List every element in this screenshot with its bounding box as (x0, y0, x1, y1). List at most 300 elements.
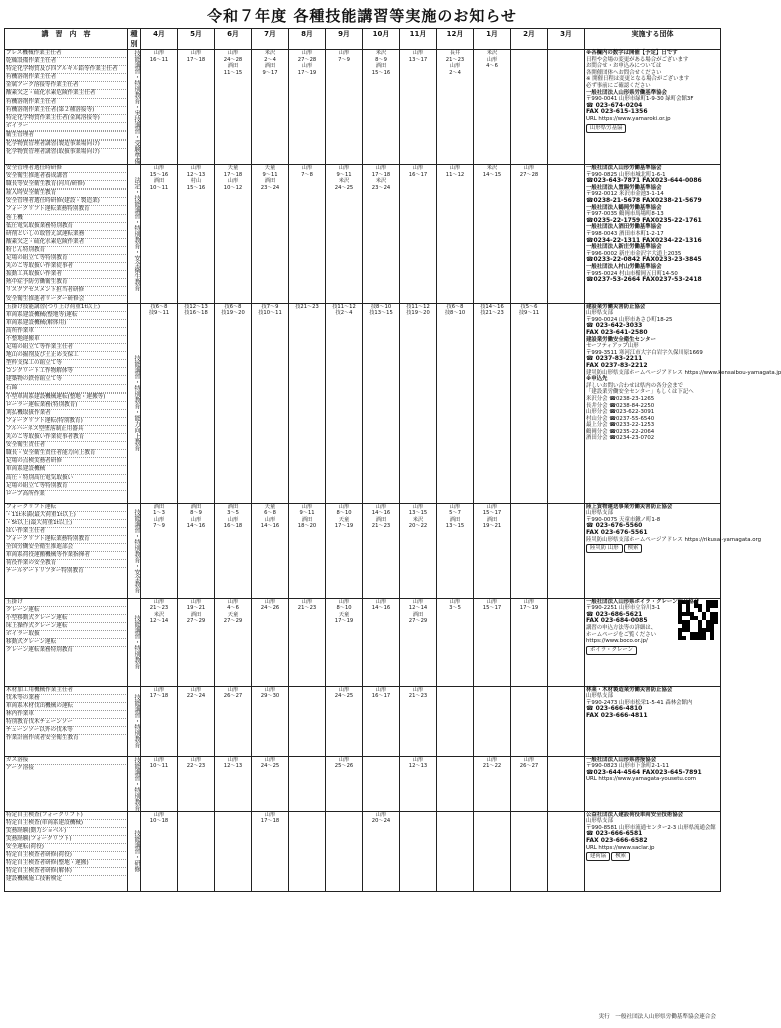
category-cell: 技能講習・特別教育 (128, 756, 141, 811)
course-item: 実務経験(フォークリフト) (6, 836, 126, 844)
schedule-entry: 山形 (227, 598, 239, 605)
org-name: 一般社団法人新庄労働基準協会 (586, 244, 662, 251)
course-list (5, 598, 128, 686)
month-cell (511, 811, 548, 891)
schedule-entry: 山形 (523, 165, 535, 171)
note-line: ※ 開催日程は変更となる場合がございます (586, 76, 690, 83)
course-item: 熱中症予防労働衛生教育 (6, 279, 126, 287)
month-cell (215, 303, 252, 503)
schedule-entry: 技5〜6 (520, 303, 538, 310)
org-sub: 山形県支部 (586, 310, 613, 317)
month-cell (215, 165, 252, 304)
month-cell (363, 165, 400, 304)
month-cell (474, 50, 511, 165)
org-sub: 山形県支部 (586, 818, 613, 825)
month-cell (326, 686, 363, 756)
course-item: 移動式クレーン運転 (6, 639, 126, 647)
schedule-entry: 山形 (264, 598, 276, 605)
schedule-entry: 山形 (412, 503, 424, 510)
schedule-entry: 9〜11 (336, 171, 352, 178)
course-item: 丸のこ等取扱い作業従事者 (6, 263, 126, 271)
header-org: 実施する団体 (585, 29, 721, 50)
section-row (5, 811, 721, 891)
month-cell (252, 811, 289, 891)
schedule-entry: 米沢 (338, 178, 350, 185)
course-item: 酸素欠乏・硫化水素危険作業主任者 (6, 90, 126, 98)
schedule-entry: 村山 (190, 178, 202, 185)
schedule-entry: 山形 (375, 165, 387, 171)
month-cell (511, 503, 548, 598)
schedule-entry: 8〜9 (190, 510, 202, 517)
schedule-entry: 山形 (338, 50, 350, 56)
month-cell (437, 686, 474, 756)
course-item: 特定化学物質作業主任者(金属溶接等) (6, 115, 126, 123)
schedule-entry: 23〜24 (260, 184, 280, 191)
schedule-entry: 技14〜16 (480, 303, 504, 310)
schedule-entry: 山形 (449, 63, 461, 70)
schedule-entry: 5〜7 (449, 510, 461, 517)
schedule-entry: 酒田 (190, 611, 202, 618)
org-address: 〒995-0024 村山市楯岡五日町14-50 (586, 270, 678, 277)
schedule-entry: 17〜18 (186, 56, 206, 63)
schedule-entry: 9〜17 (262, 69, 278, 76)
course-item: 地山の掘削及び土止め支保工 (6, 352, 126, 360)
schedule-entry: 酒田 (190, 503, 202, 510)
page (4, 4, 781, 1020)
month-cell (215, 50, 252, 165)
schedule-entry: 山形 (264, 516, 276, 523)
org-name: 一般社団法人置賜労働基準協会 (586, 184, 662, 191)
course-list (5, 50, 128, 165)
schedule-entry: 技12〜13 (184, 303, 208, 310)
schedule-entry: 6〜8 (264, 510, 276, 517)
month-cell (437, 50, 474, 165)
org-address: 〒990-0823 山形市下条町2-1-11 (586, 763, 670, 770)
schedule-entry: 山形 (486, 56, 498, 63)
course-item: 荷役作業の安全教育 (6, 560, 126, 568)
org-url: 陸災防山形県支部ホームページアドレス https://rikusai-yamagata.org (586, 536, 762, 543)
course-list (5, 756, 128, 811)
header-month: 11月 (400, 29, 437, 50)
schedule-entry: 山形 (338, 503, 350, 510)
schedule-entry: 山形 (523, 598, 535, 605)
schedule-entry: 技7〜9 (261, 303, 279, 310)
note-line: 講習の申込方法等の詳細は、 (586, 624, 657, 631)
month-cell (141, 811, 178, 891)
schedule-entry: 酒田 (486, 516, 498, 523)
course-list (5, 303, 128, 503)
month-cell (511, 756, 548, 811)
month-cell (252, 503, 289, 598)
schedule-entry: 酒田 (375, 63, 387, 70)
org-tel: ☎0233-22-0842 FAX0233-23-3845 (586, 256, 702, 264)
course-item: 小型移動式クレーン運転 (6, 615, 126, 623)
month-cell (511, 165, 548, 304)
search-button[interactable]: 検索 (624, 544, 643, 553)
schedule-entry: 山形 (375, 503, 387, 510)
month-cell (363, 503, 400, 598)
schedule-entry: 山形 (486, 503, 498, 510)
header-month: 6月 (215, 29, 252, 50)
course-item: 不整地運搬車 (6, 336, 126, 344)
schedule-entry: 技6〜8 (150, 303, 168, 310)
month-cell (178, 165, 215, 304)
org-url: https://www.boco.or.jp/ (586, 638, 648, 645)
section-row (5, 598, 721, 686)
schedule-entry: 27〜29 (186, 618, 206, 625)
schedule-entry: 20〜24 (371, 818, 391, 825)
schedule-entry: 長井 (449, 50, 461, 56)
month-cell (363, 756, 400, 811)
schedule-entry: 山形 (190, 516, 202, 523)
month-cell (474, 503, 511, 598)
course-item: 安全運転(荷役) (6, 844, 126, 852)
org-tel: ☎ 023-686-5621 (586, 610, 643, 618)
schedule-entry: 24〜26 (260, 605, 280, 612)
schedule-entry: 22〜24 (186, 693, 206, 700)
month-cell (548, 756, 585, 811)
course-item: フォークリフト運転(特別教育) (6, 418, 126, 426)
note-line: 日程や会場の変更がある場合がございます (586, 56, 689, 63)
org-fax: FAX 023-615-1356 (586, 108, 648, 116)
schedule-entry: 10〜18 (149, 818, 169, 825)
header-course: 講 習 内 容 (5, 29, 128, 50)
course-item: 足場の点検実務者研修 (6, 458, 126, 466)
note-line: 「建設業労働安全センター」もしくは下記へ (586, 389, 694, 396)
org-url: URL https://www.yamagata-yousetu.com (586, 776, 697, 783)
org-fax: FAX 023-676-5561 (586, 528, 648, 536)
branch-line: 最上分会 ☎0233-22-1253 (586, 422, 655, 429)
schedule-entry: 技9〜11 (518, 310, 540, 317)
course-item: 酸素欠乏・硫化水素危険作業者 (6, 239, 126, 247)
org-name: 一般社団法人山形県ボイラ・クレーン安全協会 (586, 598, 700, 605)
course-item: リスクアセスメント担当者研修 (6, 287, 126, 295)
schedule-entry: 技21〜23 (480, 310, 504, 317)
course-item: ボイラー (6, 123, 126, 131)
org-sub: 山形県支部 (586, 693, 613, 700)
note-line: お問合せ・お申込みについては (586, 63, 662, 70)
schedule-entry: 12〜13 (186, 171, 206, 178)
month-cell (511, 598, 548, 686)
schedule-entry: 山形 (190, 598, 202, 605)
schedule-entry: 山形 (301, 598, 313, 605)
month-cell (178, 811, 215, 891)
schedule-entry: 技2〜4 (335, 310, 353, 317)
month-cell (363, 811, 400, 891)
schedule-entry: 天童 (264, 503, 276, 510)
org-address: 〒990-2473 山形市松栄1-5-41 森林会館内 (586, 699, 693, 706)
branch-line: 長井分会 ☎0238-84-2250 (586, 402, 655, 409)
schedule-entry: 26〜27 (223, 693, 243, 700)
month-cell (363, 686, 400, 756)
schedule-entry: 27〜28 (519, 171, 539, 178)
org-address: 〒990-0075 天童市鍬ノ町1-8 (586, 516, 661, 523)
org-name: 一般社団法人山形県労働基準協会 (586, 89, 667, 96)
schedule-entry: 17〜19 (297, 69, 317, 76)
course-item: 安全管理者選任時研修(建設・製造業) (6, 198, 126, 206)
month-cell (400, 50, 437, 165)
month-cell (289, 503, 326, 598)
schedule-entry: 18〜20 (297, 523, 317, 530)
org-name: 一般社団法人鶴岡労働基準協会 (586, 204, 662, 211)
schedule-entry: 酒田 (264, 63, 276, 70)
course-item: 衛生管理者 (6, 132, 126, 140)
category-cell: 技能講習・特別教育 (128, 598, 141, 686)
category-cell: 技能講習・特別教育・実技講習・受験準備 (128, 50, 141, 165)
month-cell (215, 811, 252, 891)
category-cell: 法定・技能講習・特別教育・安全衛生教育 (128, 165, 141, 304)
org-address: 〒990-0825 山形市城北町1-6-1 (586, 171, 666, 178)
month-cell (548, 598, 585, 686)
course-item: フォークリフト運転業務特別教育 (6, 536, 126, 544)
month-cell (474, 303, 511, 503)
schedule-entry: 13〜15 (408, 510, 428, 517)
course-item: フォークリフト運転 (6, 504, 126, 512)
header-month: 1月 (474, 29, 511, 50)
section-row (5, 303, 721, 503)
month-cell (141, 756, 178, 811)
course-item: 有機溶剤作業主任者(第２種溶接等) (6, 107, 126, 115)
course-item: 伐木等の業務 (6, 695, 126, 703)
schedule-entry: 3〜5 (449, 605, 461, 612)
header-cat: 種別 (128, 29, 141, 50)
course-item: 有機溶剤作業主任者 (6, 74, 126, 82)
schedule-table (4, 28, 781, 892)
schedule-entry: 15〜16 (186, 184, 206, 191)
schedule-entry: 山形 (153, 756, 165, 763)
month-cell (178, 756, 215, 811)
month-cell (326, 598, 363, 686)
schedule-entry: 山形 (153, 165, 165, 171)
schedule-entry: 8〜10 (336, 510, 352, 517)
schedule-entry: 酒田 (449, 516, 461, 523)
schedule-entry: 12〜13 (223, 763, 243, 770)
month-cell (326, 50, 363, 165)
month-cell (400, 756, 437, 811)
schedule-entry: 14〜16 (260, 523, 280, 530)
schedule-entry: 技11〜12 (406, 303, 430, 310)
schedule-entry: 16〜18 (223, 523, 243, 530)
course-item: 建築物の鉄骨組立て等 (6, 376, 126, 384)
org-name: 一般社団法人村山労働基準協会 (586, 263, 662, 270)
org-cell (585, 165, 721, 304)
schedule-entry: 山形 (153, 598, 165, 605)
month-cell (474, 756, 511, 811)
schedule-entry: 21〜23 (371, 523, 391, 530)
schedule-entry: 24〜25 (260, 763, 280, 770)
schedule-entry: 山形 (338, 756, 350, 763)
schedule-entry: 米沢 (153, 611, 165, 618)
month-cell (437, 756, 474, 811)
org-button[interactable]: 陸災防 山形 (586, 544, 623, 553)
org-button[interactable]: 建荷協 (586, 852, 610, 861)
course-item: 振動工具取扱い作業者 (6, 271, 126, 279)
course-item: 高所作業車 (6, 328, 126, 336)
schedule-entry: 山形 (449, 598, 461, 605)
org-tel: ☎ 023-676-5560 (586, 522, 643, 530)
course-list (5, 165, 128, 304)
org-url: URL https://www.yamaroki.or.jp (586, 115, 671, 122)
schedule-entry: 山形 (523, 756, 535, 763)
month-cell (511, 686, 548, 756)
schedule-entry: 山形 (486, 756, 498, 763)
schedule-entry: 山形 (412, 598, 424, 605)
org-fax: FAX 023-641-2580 (586, 328, 648, 336)
header-month: 10月 (363, 29, 400, 50)
schedule-entry: 11〜12 (445, 171, 465, 178)
schedule-entry: 山形 (190, 686, 202, 693)
month-cell (400, 303, 437, 503)
month-cell (215, 686, 252, 756)
schedule-entry: 22〜23 (186, 763, 206, 770)
schedule-entry: 26〜27 (519, 763, 539, 770)
schedule-entry: 2〜4 (449, 69, 461, 76)
schedule-entry: 技6〜8 (446, 303, 464, 310)
schedule-entry: 山形 (190, 50, 202, 56)
schedule-entry: 山形 (264, 756, 276, 763)
schedule-entry: 21〜23 (408, 693, 428, 700)
schedule-entry: 10〜11 (149, 763, 169, 770)
org-button[interactable]: ボイラ・クレーン (586, 646, 637, 655)
schedule-entry: 29〜30 (260, 693, 280, 700)
org-tel: ☎0234-22-1311 FAX0234-22-1316 (586, 236, 702, 244)
course-item: チェーンソー以外の伐木等 (6, 727, 126, 735)
header-month: 2月 (511, 29, 548, 50)
header-month: 8月 (289, 29, 326, 50)
month-cell (326, 811, 363, 891)
schedule-entry: 天童 (264, 165, 276, 171)
org-address: 〒990-0024 山形市あさひ町18-25 (586, 316, 673, 323)
schedule-entry: 7〜9 (153, 523, 165, 530)
org-name: 建設業労働災害防止協会 (586, 303, 646, 310)
month-cell (511, 303, 548, 503)
course-item: 建設機械施工技術検定 (6, 876, 62, 883)
org-fax: FAX 0237-83-2212 (586, 361, 648, 369)
schedule-entry: 山形 (227, 756, 239, 763)
org-sub: 山形県支部 (586, 510, 613, 517)
course-list (5, 686, 128, 756)
schedule-entry: 24〜25 (334, 184, 354, 191)
schedule-entry: 21〜23 (297, 605, 317, 612)
course-item: 巻上機 (6, 215, 126, 223)
schedule-entry: 酒田 (375, 516, 387, 523)
course-item: 特定自主検査(車両系建設機械) (6, 820, 126, 828)
schedule-entry: 山形 (486, 598, 498, 605)
org-head: ※申込先 (586, 376, 608, 383)
schedule-entry: 山形 (375, 686, 387, 693)
qr-code-icon (678, 600, 718, 640)
org-name: 林業・木材製造業労働災害防止協会 (586, 686, 673, 693)
schedule-entry: 山形 (412, 686, 424, 693)
search-button[interactable]: 検索 (611, 852, 630, 861)
header-month: 3月 (548, 29, 585, 50)
month-cell (141, 598, 178, 686)
course-item: 有機溶剤作業主任者 (6, 99, 126, 107)
category-cell: 技能講習・特別教育 (128, 686, 141, 756)
schedule-entry: 7〜9 (338, 56, 350, 63)
schedule-entry: 山形 (412, 50, 424, 56)
note-line: 各開催団体へお問合せください (586, 69, 662, 76)
course-item: 乾燥設備作業主任者 (6, 58, 126, 66)
org-address: 〒990-2251 山形市立谷川3-1 (586, 605, 661, 612)
schedule-entry: 天童 (227, 611, 239, 618)
schedule-entry: 16〜17 (371, 693, 391, 700)
schedule-entry: 天童 (338, 516, 350, 523)
month-cell (141, 303, 178, 503)
month-cell (252, 50, 289, 165)
schedule-entry: 4〜6 (227, 605, 239, 612)
branch-line: 山形分会 ☎023-622-3091 (586, 409, 655, 416)
schedule-entry: 山形 (153, 686, 165, 693)
schedule-entry: 27〜29 (408, 618, 428, 625)
schedule-entry: 技11〜12 (332, 303, 356, 310)
course-item: 化学物質管理者講習(取扱事業場向け) (6, 149, 100, 156)
course-list (5, 811, 128, 891)
schedule-entry: 15〜17 (482, 605, 502, 612)
schedule-entry: 16〜17 (408, 171, 428, 178)
month-cell (548, 50, 585, 165)
course-item: 車両系荷役運搬機械等作業指揮者 (6, 552, 126, 560)
schedule-entry: 23〜24 (371, 184, 391, 191)
schedule-entry: 米沢 (375, 50, 387, 56)
month-cell (178, 503, 215, 598)
month-cell (400, 165, 437, 304)
schedule-entry: 山形 (190, 165, 202, 171)
month-cell (548, 811, 585, 891)
month-cell (363, 303, 400, 503)
schedule-entry: 17〜19 (334, 618, 354, 625)
branch-line: 鶴岡分会 ☎0235-22-2064 (586, 428, 655, 435)
course-item: ・11t未満(最大荷重1t以上) (6, 512, 126, 520)
course-item: 特定自主検査者研修(荷役) (6, 852, 126, 860)
course-item: 金属アーク溶接等作業主任者 (6, 82, 126, 90)
course-item: 型枠支保工の組立て等 (6, 360, 126, 368)
month-cell (326, 165, 363, 304)
schedule-entry: 山形 (153, 50, 165, 56)
month-cell (252, 303, 289, 503)
course-item: 高圧・特別高圧電気取扱い (6, 475, 126, 483)
course-item: 木材加工用機械作業主任者 (6, 687, 126, 695)
header-month: 7月 (252, 29, 289, 50)
schedule-entry: 17〜19 (334, 523, 354, 530)
course-item: 安全衛生推進者リーダー研修会 (6, 295, 85, 302)
month-cell (474, 165, 511, 304)
schedule-entry: 17〜18 (371, 171, 391, 178)
org-button[interactable]: 山形県労基協 (586, 124, 626, 133)
org-cell (585, 303, 781, 503)
schedule-entry: 米沢 (486, 165, 498, 171)
month-cell (178, 598, 215, 686)
org-tel: ☎ 0237-83-2211 (586, 355, 643, 363)
org-fax: FAX 023-666-4811 (586, 711, 648, 719)
branch-line: 酒田分会 ☎0234-23-0702 (586, 435, 655, 442)
schedule-entry: 酒田 (301, 516, 313, 523)
org-address: 〒990-8581 山形市流通センター2-3 山形県流通会館 (586, 824, 716, 831)
month-cell (326, 303, 363, 503)
schedule-entry: 21〜23 (445, 56, 465, 63)
schedule-entry: 山形 (227, 516, 239, 523)
course-item: アーク溶接 (6, 764, 34, 771)
month-cell (215, 503, 252, 598)
schedule-entry: 15〜17 (482, 510, 502, 517)
course-item: フォークリフト運転業務特別教育 (6, 206, 126, 214)
org-name: 一般社団法人山形労働基準協会 (586, 165, 662, 171)
course-item: 特定自主検査者研修(解体) (6, 868, 126, 876)
branch-line: 村山分会 ☎0237-55-6540 (586, 415, 655, 422)
schedule-entry: 10〜12 (223, 184, 243, 191)
course-item: 安全管理者選任時研修 (6, 165, 126, 173)
schedule-entry: 27〜29 (223, 618, 243, 625)
